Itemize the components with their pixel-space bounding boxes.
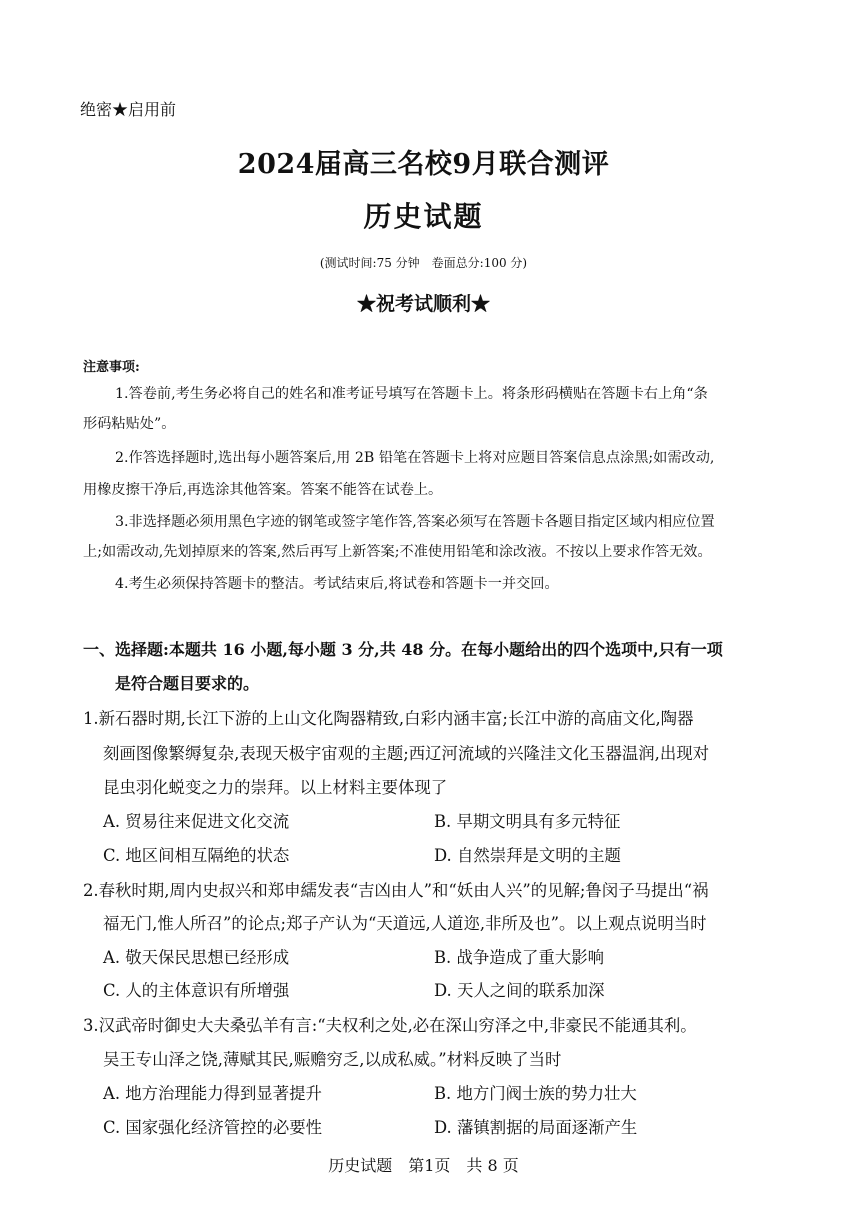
question-3-option-b: B. 地方门阀士族的势力壮大 [434, 1084, 637, 1103]
exam-meta: (测试时间:75 分钟 卷面总分:100 分) [319, 256, 528, 270]
question-3-option-d: D. 藩镇割据的局面逐渐产生 [434, 1118, 638, 1137]
notice-line: 3.非选择题必须用黑色字迹的钢笔或签字笔作答,答案必须写在答题卡各题目指定区域内相应位置 [115, 514, 715, 530]
question-3-option-a: A. 地方治理能力得到显著提升 [103, 1084, 322, 1103]
question-2-line: 福无门,惟人所召”的论点;郑子产认为“天道远,人道迩,非所及也”。以上观点说明当时 [103, 914, 707, 933]
question-2-option-c: C. 人的主体意识有所增强 [103, 981, 290, 1000]
notice-line: 1.答卷前,考生务必将自己的姓名和准考证号填写在答题卡上。将条形码横贴在答题卡右上角“条 [115, 386, 708, 402]
notice-line: 2.作答选择题时,选出每小题答案后,用 2B 铅笔在答题卡上将对应题目答案信息点涂黑;如需改动, [115, 450, 715, 466]
question-2-option-a: A. 敬天保民思想已经形成 [103, 948, 290, 967]
exam-title: 2024届高三名校9月联合测评 [237, 149, 610, 180]
notice-heading: 注意事项: [83, 360, 140, 375]
notice-line: 4.考生必须保持答题卡的整洁。考试结束后,将试卷和答题卡一并交回。 [115, 576, 559, 592]
question-3-line: 吴王专山泽之饶,薄赋其民,赈赡穷乏,以成私威。”材料反映了当时 [103, 1050, 562, 1069]
question-1-option-d: D. 自然崇拜是文明的主题 [434, 846, 621, 865]
question-1-option-a: A. 贸易往来促进文化交流 [103, 812, 290, 831]
section-heading-cont: 是符合题目要求的。 [115, 674, 260, 693]
question-2-option-d: D. 天人之间的联系加深 [434, 981, 605, 1000]
question-1-line: 昆虫羽化蜕变之力的崇拜。以上材料主要体现了 [103, 778, 448, 797]
notice-line: 用橡皮擦干净后,再选涂其他答案。答案不能答在试卷上。 [83, 482, 443, 498]
question-3-line: 3.汉武帝时御史大夫桑弘羊有言:“夫权利之处,必在深山穷泽之中,非豪民不能通其利。 [83, 1016, 697, 1035]
section-heading: 一、选择题:本题共 16 小题,每小题 3 分,共 48 分。在每小题给出的四个选项中,只有一项 [83, 640, 723, 659]
question-1-line: 1.新石器时期,长江下游的上山文化陶器精致,白彩内涵丰富;长江中游的高庙文化,陶器 [83, 709, 694, 728]
notice-line: 形码粘贴处”。 [83, 416, 176, 432]
question-1-line: 刻画图像繁缛复杂,表现天极宇宙观的主题;西辽河流域的兴隆洼文化玉器温润,出现对 [103, 744, 710, 763]
good-luck-line: ★祝考试顺利★ [356, 293, 490, 315]
question-1-option-c: C. 地区间相互隔绝的状态 [103, 846, 290, 865]
question-1-option-b: B. 早期文明具有多元特征 [434, 812, 621, 831]
page-footer: 历史试题 第1页 共 8 页 [328, 1156, 519, 1175]
confidential-label: 绝密★启用前 [80, 100, 177, 119]
question-2-line: 2.春秋时期,周内史叔兴和郑申繻发表“吉凶由人”和“妖由人兴”的见解;鲁闵子马提出“祸 [83, 881, 709, 900]
exam-subject: 历史试题 [363, 200, 484, 233]
notice-line: 上;如需改动,先划掉原来的答案,然后再写上新答案;不准使用铅笔和涂改液。不按以上要求作答无效。 [83, 544, 712, 560]
question-3-option-c: C. 国家强化经济管控的必要性 [103, 1118, 323, 1137]
question-2-option-b: B. 战争造成了重大影响 [434, 948, 604, 967]
